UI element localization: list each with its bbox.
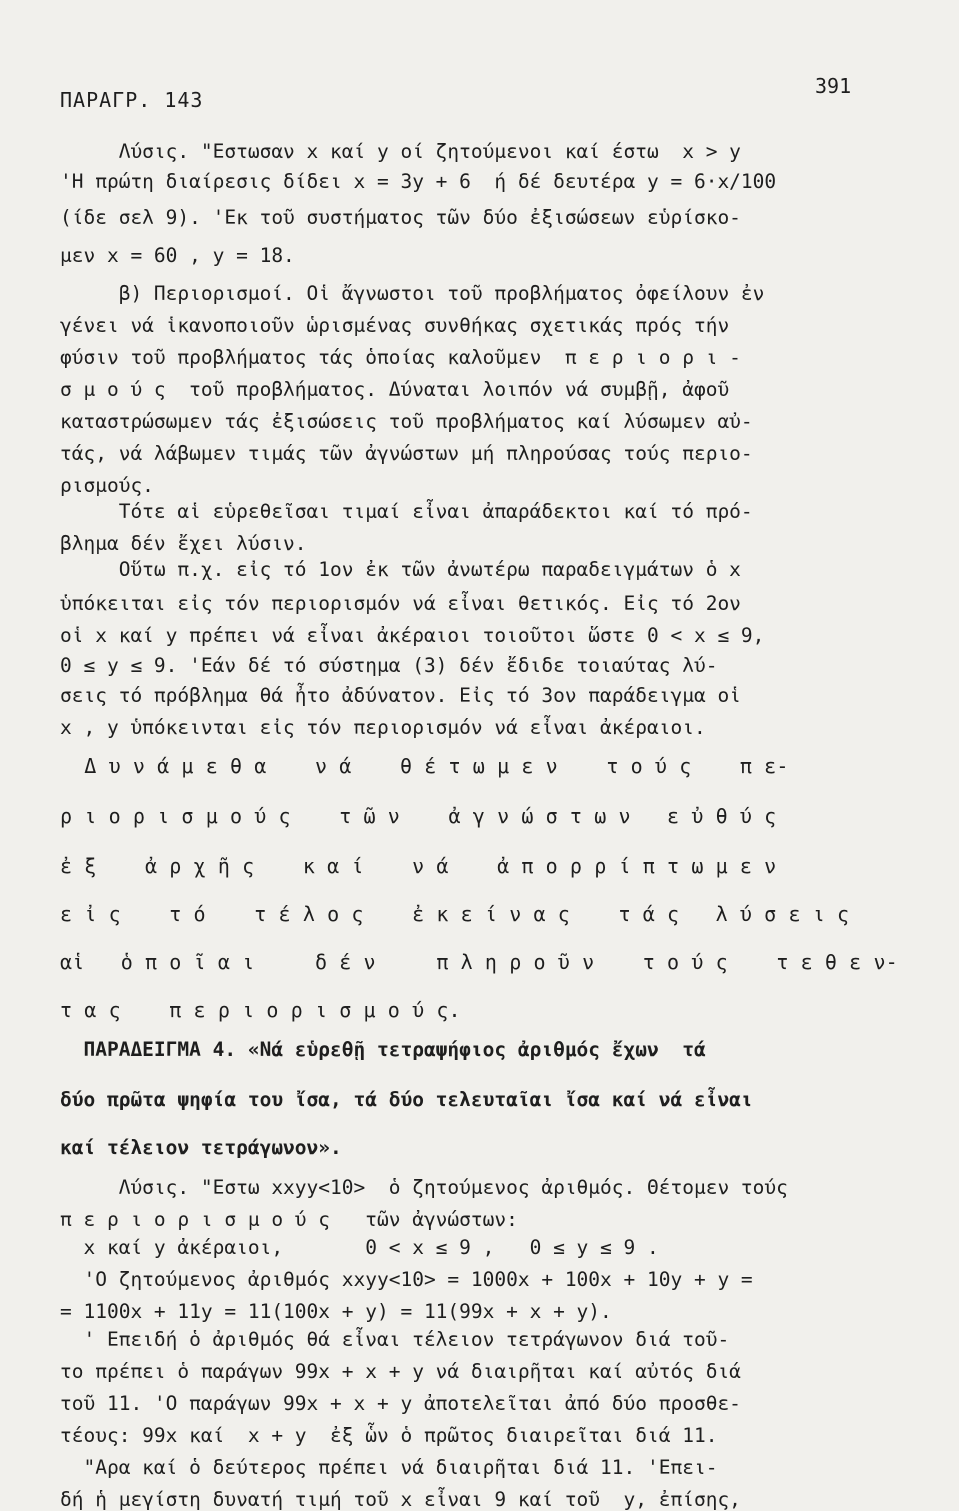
text-line: 0 ≤ y ≤ 9. 'Εάν δέ τό σύστημα (3) δέν ἔδιδε τοιαύτας λύ- bbox=[60, 654, 718, 677]
text-line: ε ἰ ς τ ό τ έ λ ο ς ἐ κ ε ί ν α ς τ ά ς λ ύ σ ε ι ς bbox=[60, 902, 850, 926]
text-line: ρισμούς. bbox=[60, 474, 154, 497]
text-line: ρ ι ο ρ ι σ μ ο ύ ς τ ῶ ν ἀ γ ν ώ σ τ ω ν ε ὐ θ ύ ς bbox=[60, 804, 777, 828]
text-line: Λύσις. "Εστωσαν x καί y οί ζητούμενοι καί έστω x > y bbox=[60, 140, 741, 163]
text-line: Τότε αἱ εὑρεθεῖσαι τιμαί εἶναι ἀπαράδεκτοι καί τό πρό- bbox=[60, 500, 753, 523]
text-line: Δ υ ν ά μ ε θ α ν ά θ έ τ ω μ ε ν τ ο ύ ς π ε- bbox=[60, 754, 789, 778]
text-line: β) Περιορισμοί. Οἱ ἄγνωστοι τοῦ προβλήματος ὀφείλουν ἐν bbox=[60, 282, 765, 305]
text-line: (ίδε σελ 9). 'Εκ τοῦ συστήματος τῶν δύο ἐξισώσεων εὑρίσκο- bbox=[60, 206, 741, 229]
text-line: τέους: 99x καί x + y ἐξ ὧν ὁ πρῶτος διαιρεῖται διά 11. bbox=[60, 1424, 718, 1447]
text-line: καί τέλειον τετράγωνον». bbox=[60, 1136, 342, 1159]
text-line: το πρέπει ὁ παράγων 99x + x + y νά διαιρῆται καί αὐτός διά bbox=[60, 1360, 741, 1383]
text-line: τάς, νά λάβωμεν τιμάς τῶν ἀγνώστων μή πληρούσας τούς περιο- bbox=[60, 442, 753, 465]
text-line: καταστρώσωμεν τάς ἐξισώσεις τοῦ προβλήματος καί λύσωμεν αὐ- bbox=[60, 410, 753, 433]
text-line: δύο πρῶτα ψηφία του ἴσα, τά δύο τελευταῖαι ἴσα καί νά εἶναι bbox=[60, 1088, 753, 1111]
text-line: x , y ὑπόκεινται εἰς τόν περιορισμόν νά εἶναι ἀκέραιοι. bbox=[60, 716, 706, 739]
text-line: οἱ x καί y πρέπει νά εἶναι ἀκέραιοι τοιοῦτοι ὥστε 0 < x ≤ 9, bbox=[60, 624, 765, 647]
text-line: "Αρα καί ὁ δεύτερος πρέπει νά διαιρῆται διά 11. 'Επει- bbox=[60, 1456, 718, 1479]
text-line: μεν x = 60 , y = 18. bbox=[60, 244, 295, 267]
text-line: ἐ ξ ἀ ρ χ ῆ ς κ α ί ν ά ἀ π ο ρ ρ ί π τ ω μ ε ν bbox=[60, 854, 777, 878]
page-number: 391 bbox=[815, 74, 852, 98]
text-line: π ε ρ ι ο ρ ι σ μ ο ύ ς τῶν ἀγνώστων: bbox=[60, 1208, 518, 1231]
text-line: ὑπόκειται εἰς τόν περιορισμόν νά εἶναι θετικός. Εἰς τό 2ον bbox=[60, 592, 741, 615]
text-line: τοῦ 11. 'Ο παράγων 99x + x + y ἀποτελεῖται ἀπό δύο προσθε- bbox=[60, 1392, 741, 1415]
text-line: φύσιν τοῦ προβλήματος τάς ὁποίας καλοῦμεν π ε ρ ι ο ρ ι - bbox=[60, 346, 741, 369]
text-line: = 1100x + 11y = 11(100x + y) = 11(99x + x + y). bbox=[60, 1300, 612, 1323]
text-line: ΠΑΡΑΔΕΙΓΜΑ 4. «Νά εὑρεθῇ τετραψήφιος ἀριθμός ἔχων τά bbox=[60, 1038, 706, 1061]
text-line: δή ἡ μεγίστη δυνατή τιμή τοῦ x εἶναι 9 καί τοῦ y, ἐπίσης, bbox=[60, 1488, 741, 1511]
running-header: ΠΑΡΑΓΡ. 143 bbox=[60, 88, 204, 112]
text-line: γένει νά ἱκανοποιοῦν ὡρισμένας συνθήκας σχετικάς πρός τήν bbox=[60, 314, 730, 337]
text-line: Οὕτω π.χ. εἰς τό 1ον ἐκ τῶν ἀνωτέρω παραδειγμάτων ὁ x bbox=[60, 558, 741, 581]
text-line: 'Ο ζητούμενος ἀριθμός xxyy<10> = 1000x + 100x + 10y + y = bbox=[60, 1268, 753, 1291]
text-line: Λύσις. "Εστω xxyy<10> ὁ ζητούμενος ἀριθμός. Θέτομεν τούς bbox=[60, 1176, 788, 1199]
text-line: σεις τό πρόβλημα θά ἦτο ἀδύνατον. Εἰς τό 3ον παράδειγμα οἱ bbox=[60, 684, 741, 707]
text-line: τ α ς π ε ρ ι ο ρ ι σ μ ο ύ ς. bbox=[60, 998, 461, 1022]
text-line: βλημα δέν ἔχει λύσιν. bbox=[60, 532, 307, 555]
text-line: ' Επειδή ὁ ἀριθμός θά εἶναι τέλειον τετράγωνον διά τοῦ- bbox=[60, 1328, 730, 1351]
text-line: 'Η πρώτη διαίρεσις δίδει x = 3y + 6 ή δέ δευτέρα y = 6·x/100 bbox=[60, 170, 777, 193]
text-line: σ μ ο ύ ς τοῦ προβλήματος. Δύναται λοιπόν νά συμβῇ, ἀφοῦ bbox=[60, 378, 730, 401]
text-line: αἱ ὁ π ο ῖ α ι δ έ ν π λ η ρ ο ῦ ν τ ο ύ ς τ ε θ ε ν- bbox=[60, 950, 898, 974]
text-line: x καί y ἀκέραιοι, 0 < x ≤ 9 , 0 ≤ y ≤ 9 . bbox=[60, 1236, 659, 1259]
